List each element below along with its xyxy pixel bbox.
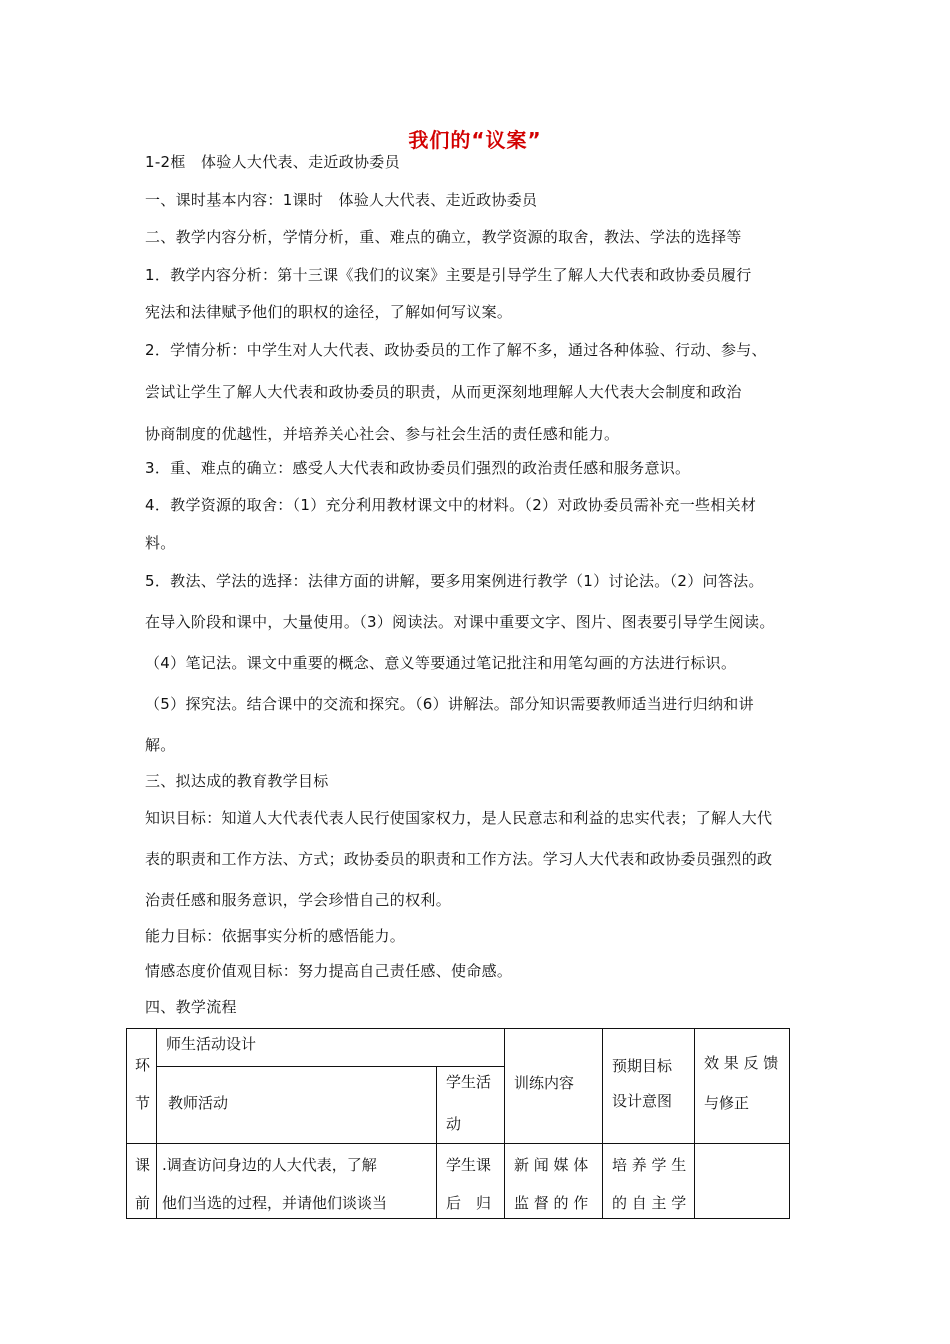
paragraph-line: 5．教法、学法的选择：法律方面的讲解，要多用案例进行教学（1）讨论法。（2）问答法。 (145, 572, 764, 590)
table-border-right (789, 1028, 790, 1219)
paragraph-line: 宪法和法律赋予他们的职权的途径，了解如何写议案。 (145, 303, 513, 321)
row-training-2: 监 督 的 作 (514, 1194, 589, 1212)
row-teacher-1: .调查访问身边的人大代表，了解 (162, 1156, 377, 1174)
table-border-top (126, 1028, 790, 1029)
header-goal-2: 设计意图 (612, 1092, 673, 1110)
table-rule (436, 1066, 437, 1219)
row-goal-2: 的 自 主 学 (612, 1194, 687, 1212)
paragraph-line: 2．学情分析：中学生对人大代表、政协委员的工作了解不多，通过各种体验、行动、参与、 (145, 341, 767, 359)
table-rule (694, 1028, 695, 1219)
row-teacher-2: 他们当选的过程，并请他们谈谈当 (162, 1194, 388, 1212)
table-border-left (126, 1028, 127, 1219)
paragraph-line: 尝试让学生了解人大代表和政协委员的职责，从而更深刻地理解人大代表大会制度和政治 (145, 383, 742, 401)
header-feedback-2: 与修正 (704, 1094, 750, 1112)
section-subtitle: 1-2框 体验人大代表、走近政协委员 (145, 153, 400, 171)
row-goal-1: 培 养 学 生 (612, 1156, 687, 1174)
document-title: 我们的“议案” (408, 128, 542, 152)
table-rule (156, 1066, 504, 1067)
paragraph-line: 协商制度的优越性，并培养关心社会、参与社会生活的责任感和能力。 (145, 425, 620, 443)
header-training: 训练内容 (514, 1074, 575, 1092)
table-rule (602, 1028, 603, 1219)
paragraph-line: 情感态度价值观目标：努力提高自己责任感、使命感。 (145, 962, 513, 980)
header-goal-1: 预期目标 (612, 1057, 673, 1075)
paragraph-line: 1．教学内容分析：第十三课《我们的议案》主要是引导学生了解人大代表和政协委员履行 (145, 266, 752, 284)
row-student-2: 后 归 (446, 1194, 492, 1212)
paragraph-line: （5）探究法。结合课中的交流和探究。（6）讲解法。部分知识需要教师适当进行归纳和讲 (145, 695, 754, 713)
paragraph-line: 二、教学内容分析，学情分析，重、难点的确立，教学资源的取舍，教法、学法的选择等 (145, 228, 742, 246)
row-huanjie-2: 前 (135, 1194, 151, 1212)
teaching-process-table (126, 1028, 790, 1219)
paragraph-line: 在导入阶段和课中，大量使用。（3）阅读法。对课中重要文字、图片、图表要引导学生阅读。 (145, 613, 775, 631)
section-heading: 四、教学流程 (145, 998, 237, 1016)
paragraph-line: 知识目标：知道人大代表代表人民行使国家权力，是人民意志和利益的忠实代表；了解人大代 (145, 809, 773, 827)
section-heading: 三、拟达成的教育教学目标 (145, 772, 329, 790)
table-rule (126, 1143, 790, 1144)
row-huanjie-1: 课 (135, 1156, 151, 1174)
paragraph-line: （4）笔记法。课文中重要的概念、意义等要通过笔记批注和用笔勾画的方法进行标识。 (145, 654, 737, 672)
paragraph-line: 表的职责和工作方法、方式；政协委员的职责和工作方法。学习人大代表和政协委员强烈的政 (145, 850, 773, 868)
header-teacher: 教师活动 (168, 1094, 229, 1112)
table-rule (504, 1028, 505, 1219)
paragraph-line: 能力目标：依据事实分析的感悟能力。 (145, 927, 406, 945)
header-huanjie-1: 环 (135, 1056, 151, 1074)
paragraph-line: 解。 (145, 736, 176, 754)
table-border-bottom (126, 1218, 790, 1219)
row-student-1: 学生课 (446, 1156, 492, 1174)
row-training-1: 新 闻 媒 体 (514, 1156, 589, 1174)
header-huanjie-2: 节 (135, 1094, 151, 1112)
header-student-2: 动 (446, 1115, 462, 1133)
header-student-1: 学生活 (446, 1073, 492, 1091)
paragraph-line: 3．重、难点的确立：感受人大代表和政协委员们强烈的政治责任感和服务意识。 (145, 459, 691, 477)
header-feedback-1: 效 果 反 馈 (704, 1054, 779, 1072)
paragraph-line: 治责任感和服务意识，学会珍惜自己的权利。 (145, 891, 452, 909)
paragraph-line: 4．教学资源的取舍：（1）充分利用教材课文中的材料。（2）对政协委员需补充一些相关材 (145, 496, 757, 514)
header-design: 师生活动设计 (166, 1035, 257, 1053)
table-rule (156, 1028, 157, 1219)
paragraph-line: 一、课时基本内容：1课时 体验人大代表、走近政协委员 (145, 191, 538, 209)
paragraph-line: 料。 (145, 534, 176, 552)
